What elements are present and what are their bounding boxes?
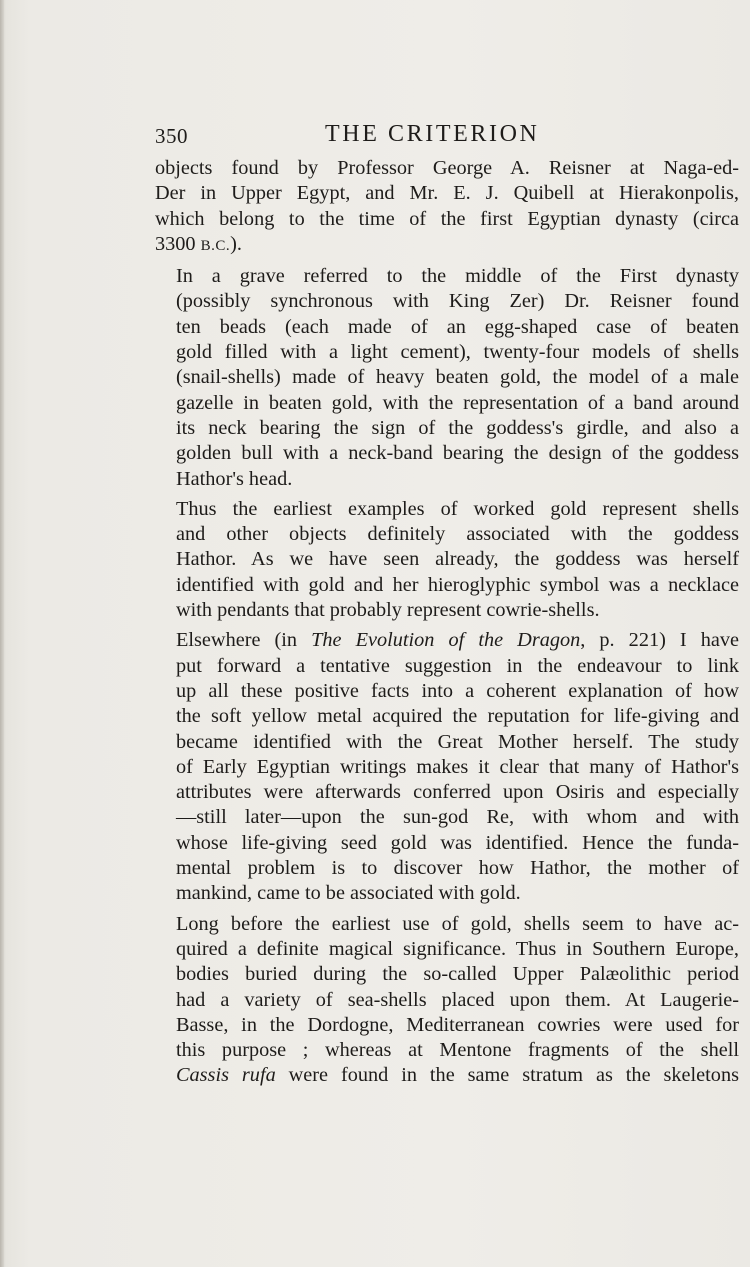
page-number: 350 — [155, 124, 188, 148]
text-line — [155, 1063, 739, 1088]
journal-title: THE CRITERION — [325, 121, 540, 147]
text-line: (snail-shells) made of heavy beaten gold, the model of a male — [176, 366, 739, 389]
text-line: Hathor. As we have seen already, the goddess was herself — [176, 548, 739, 571]
text-line: gazelle in beaten gold, with the representation of a band around — [176, 391, 739, 414]
book-title: The Evolution of the Dragon — [311, 629, 581, 652]
body-text — [155, 156, 739, 1089]
text-line: which belong to the time of the first Egyptian dynasty (circa — [155, 207, 739, 230]
text-line: mankind, came to be associated with gold. — [176, 882, 521, 905]
text-line — [155, 628, 739, 653]
text-run: were found in the same stratum as the skeletons — [275, 1064, 739, 1087]
text-line: In a grave referred to the middle of the First dynasty — [176, 265, 739, 288]
text-line — [155, 232, 739, 259]
text-line: the soft yellow metal acquired the reputation for life-giving and — [176, 705, 739, 728]
text-line: of Early Egyptian writings makes it clear that many of Hathor's — [176, 755, 739, 778]
text-line: golden bull with a neck-band bearing the design of the goddess — [176, 442, 739, 465]
text-run: ). — [230, 232, 242, 255]
text-line: put forward a tentative suggestion in the endeavour to link — [176, 654, 739, 677]
text-run: 3300 — [155, 232, 201, 255]
text-run: Elsewhere (in — [176, 629, 312, 652]
paragraph-4 — [155, 628, 739, 906]
text-line: this purpose ; whereas at Mentone fragments of the shell — [176, 1039, 739, 1062]
text-line: Hathor's head. — [176, 467, 293, 490]
text-line: ten beads (each made of an egg-shaped case of beaten — [176, 315, 739, 338]
text-line: bodies buried during the so-called Upper Palæolithic period — [176, 963, 739, 986]
text-line: Der in Upper Egypt, and Mr. E. J. Quibell at Hierakonpolis, — [155, 182, 739, 205]
species-name: Cassis rufa — [176, 1064, 276, 1087]
text-line: Long before the earliest use of gold, shells seem to have ac- — [176, 912, 739, 935]
paragraph-3 — [155, 497, 739, 623]
text-line: objects found by Professor George A. Reisner at Naga-ed- — [155, 157, 739, 179]
text-line: up all these positive facts into a coherent explanation of how — [176, 679, 739, 702]
text-line: Basse, in the Dordogne, Mediterranean cowries were used for — [176, 1013, 739, 1036]
text-line: whose life-giving seed gold was identified. Hence the funda- — [176, 831, 739, 854]
text-line: and other objects definitely associated with the goddess — [176, 523, 739, 546]
text-line: (possibly synchronous with King Zer) Dr. Reisner found — [176, 290, 739, 313]
text-line: became identified with the Great Mother herself. The study — [176, 730, 739, 753]
paragraph-2 — [155, 264, 739, 492]
page-edge — [0, 0, 4, 1267]
text-line: —still later—upon the sun-god Re, with whom and with — [176, 806, 739, 829]
running-head — [155, 118, 739, 152]
text-line: identified with gold and her hieroglyphic symbol was a necklace — [176, 573, 739, 596]
text-line: quired a definite magical significance. Thus in Southern Europe, — [176, 937, 739, 960]
text-line: attributes were afterwards conferred upon Osiris and especially — [176, 781, 739, 804]
text-line: mental problem is to discover how Hathor, the mother of — [176, 857, 739, 880]
text-line: with pendants that probably represent cowrie-shells. — [176, 599, 600, 622]
text-block — [155, 118, 739, 1094]
paragraph-5 — [155, 912, 739, 1089]
text-line: had a variety of sea-shells placed upon them. At Laugerie- — [176, 988, 739, 1011]
text-line: its neck bearing the sign of the goddess's girdle, and also a — [176, 416, 739, 439]
era-abbrev: B.C. — [200, 237, 231, 254]
text-line: gold filled with a light cement), twenty-four models of shells — [176, 341, 739, 364]
text-run: , p. 221) I have — [580, 629, 740, 652]
paragraph-1 — [155, 156, 739, 259]
text-line: Thus the earliest examples of worked gold represent shells — [176, 497, 739, 520]
